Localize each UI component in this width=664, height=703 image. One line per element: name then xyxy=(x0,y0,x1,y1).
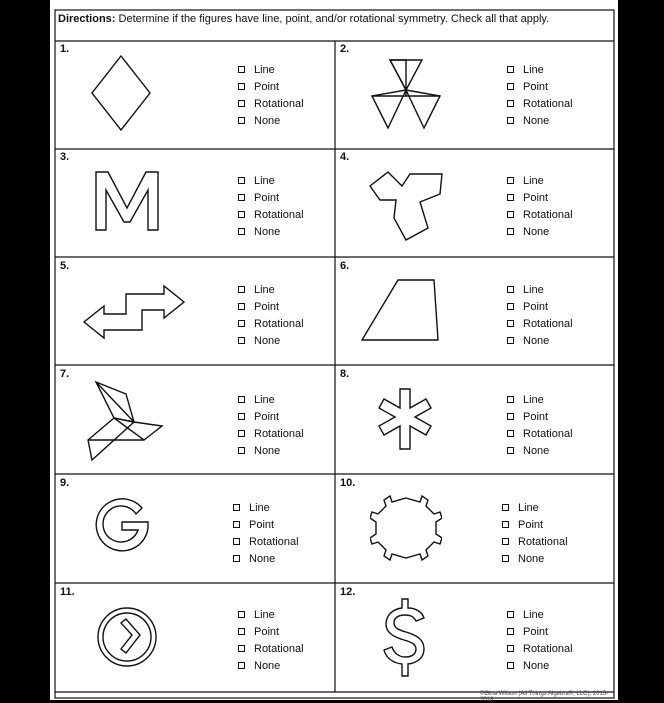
option-line[interactable]: Line xyxy=(507,281,573,298)
option-none[interactable]: None xyxy=(233,550,299,567)
checkbox[interactable] xyxy=(507,430,514,437)
option-rotational[interactable]: Rotational xyxy=(238,315,304,332)
checkbox[interactable] xyxy=(238,320,245,327)
checkbox[interactable] xyxy=(507,611,514,618)
option-line[interactable]: Line xyxy=(238,172,304,189)
options-group-12 xyxy=(507,606,573,674)
checkbox[interactable] xyxy=(238,100,245,107)
options-group-10 xyxy=(502,499,568,567)
checkbox[interactable] xyxy=(238,628,245,635)
checkbox[interactable] xyxy=(507,286,514,293)
checkbox[interactable] xyxy=(233,521,240,528)
checkbox[interactable] xyxy=(507,320,514,327)
checkbox[interactable] xyxy=(502,538,509,545)
option-line[interactable]: Line xyxy=(238,606,304,623)
checkbox[interactable] xyxy=(507,396,514,403)
checkbox[interactable] xyxy=(507,117,514,124)
option-point[interactable]: Point xyxy=(238,78,304,95)
option-line[interactable]: Line xyxy=(507,391,573,408)
rhombus-figure xyxy=(88,52,154,136)
option-point[interactable]: Point xyxy=(238,408,304,425)
checkbox[interactable] xyxy=(507,662,514,669)
option-rotational[interactable]: Rotational xyxy=(507,640,573,657)
option-rotational[interactable]: Rotational xyxy=(507,95,573,112)
directions-label: Directions: xyxy=(58,13,116,25)
option-point[interactable]: Point xyxy=(507,408,573,425)
option-point[interactable]: Point xyxy=(238,189,304,206)
problem-number: 1. xyxy=(60,43,70,55)
option-none[interactable]: None xyxy=(238,442,304,459)
option-none[interactable]: None xyxy=(238,332,304,349)
option-point[interactable]: Point xyxy=(238,298,304,315)
checkbox[interactable] xyxy=(238,447,245,454)
checkbox[interactable] xyxy=(502,555,509,562)
option-none[interactable]: None xyxy=(507,657,573,674)
options-group-6 xyxy=(507,281,573,349)
option-rotational[interactable]: Rotational xyxy=(238,206,304,223)
option-rotational[interactable]: Rotational xyxy=(238,425,304,442)
checkbox[interactable] xyxy=(238,645,245,652)
letter-g-figure xyxy=(90,494,154,558)
triangle-pinwheel-figure xyxy=(84,378,166,464)
directions xyxy=(58,12,598,26)
option-none[interactable]: None xyxy=(507,223,573,240)
checkbox[interactable] xyxy=(507,447,514,454)
checkbox[interactable] xyxy=(233,555,240,562)
pinwheel-figure xyxy=(366,166,448,246)
option-line[interactable]: Line xyxy=(507,61,573,78)
option-rotational[interactable]: Rotational xyxy=(507,315,573,332)
checkbox[interactable] xyxy=(507,66,514,73)
directions-text: Determine if the figures have line, point, and/or rotational symmetry. Check all that apply. xyxy=(118,13,550,25)
checkbox[interactable] xyxy=(507,303,514,310)
checkbox[interactable] xyxy=(238,396,245,403)
checkbox[interactable] xyxy=(507,645,514,652)
options-group-11 xyxy=(238,606,304,674)
problem-number: 10. xyxy=(340,477,356,489)
dollar-sign-figure xyxy=(382,596,428,680)
option-none[interactable]: None xyxy=(507,332,573,349)
option-none[interactable]: None xyxy=(238,223,304,240)
letter-m-figure xyxy=(94,170,160,234)
checkbox[interactable] xyxy=(507,337,514,344)
checkbox[interactable] xyxy=(238,83,245,90)
problem-number: 3. xyxy=(60,151,70,163)
checkbox[interactable] xyxy=(502,521,509,528)
option-point[interactable]: Point xyxy=(507,189,573,206)
option-line[interactable]: Line xyxy=(233,499,299,516)
option-point[interactable]: Point xyxy=(238,623,304,640)
checkbox[interactable] xyxy=(238,66,245,73)
option-point[interactable]: Point xyxy=(233,516,299,533)
checkbox[interactable] xyxy=(507,228,514,235)
arrow-circle-figure xyxy=(94,604,160,670)
option-rotational[interactable]: Rotational xyxy=(502,533,568,550)
problem-number: 4. xyxy=(340,151,350,163)
checkbox[interactable] xyxy=(507,100,514,107)
checkbox[interactable] xyxy=(233,504,240,511)
option-point[interactable]: Point xyxy=(507,623,573,640)
worksheet xyxy=(50,0,618,703)
checkbox[interactable] xyxy=(238,337,245,344)
options-group-5 xyxy=(238,281,304,349)
option-line[interactable]: Line xyxy=(502,499,568,516)
checkbox[interactable] xyxy=(507,211,514,218)
checkbox[interactable] xyxy=(507,177,514,184)
checkbox[interactable] xyxy=(238,286,245,293)
checkbox[interactable] xyxy=(238,662,245,669)
checkbox[interactable] xyxy=(238,303,245,310)
asterisk-figure xyxy=(368,386,442,452)
problem-number: 11. xyxy=(60,586,75,598)
problem-number: 5. xyxy=(60,260,70,272)
options-group-9 xyxy=(233,499,299,567)
option-none[interactable]: None xyxy=(238,112,304,129)
option-line[interactable]: Line xyxy=(238,281,304,298)
checkbox[interactable] xyxy=(238,177,245,184)
checkbox[interactable] xyxy=(233,538,240,545)
checkbox[interactable] xyxy=(238,211,245,218)
options-group-7 xyxy=(238,391,304,459)
option-line[interactable]: Line xyxy=(238,391,304,408)
option-line[interactable]: Line xyxy=(507,606,573,623)
checkbox[interactable] xyxy=(507,83,514,90)
checkbox[interactable] xyxy=(507,628,514,635)
problem-number: 8. xyxy=(340,368,350,380)
problem-number: 9. xyxy=(60,477,70,489)
checkbox[interactable] xyxy=(238,611,245,618)
option-none[interactable]: None xyxy=(238,657,304,674)
option-point[interactable]: Point xyxy=(507,298,573,315)
option-none[interactable]: None xyxy=(507,112,573,129)
checkbox[interactable] xyxy=(507,413,514,420)
option-none[interactable]: None xyxy=(502,550,568,567)
option-rotational[interactable]: Rotational xyxy=(233,533,299,550)
notched-circle-figure xyxy=(370,492,442,564)
options-group-8 xyxy=(507,391,573,459)
option-point[interactable]: Point xyxy=(502,516,568,533)
option-rotational[interactable]: Rotational xyxy=(238,95,304,112)
checkbox[interactable] xyxy=(238,413,245,420)
problem-number: 2. xyxy=(340,43,350,55)
option-none[interactable]: None xyxy=(507,442,573,459)
option-rotational[interactable]: Rotational xyxy=(238,640,304,657)
checkbox[interactable] xyxy=(507,194,514,201)
option-rotational[interactable]: Rotational xyxy=(507,425,573,442)
problem-number: 7. xyxy=(60,368,70,380)
option-line[interactable]: Line xyxy=(238,61,304,78)
problem-number: 6. xyxy=(340,260,350,272)
option-line[interactable]: Line xyxy=(507,172,573,189)
options-group-1 xyxy=(238,61,304,129)
options-group-2 xyxy=(507,61,573,129)
checkbox[interactable] xyxy=(502,504,509,511)
checkbox[interactable] xyxy=(238,228,245,235)
three-triangles-figure xyxy=(368,56,444,134)
checkbox[interactable] xyxy=(238,117,245,124)
option-point[interactable]: Point xyxy=(507,78,573,95)
problem-number: 12. xyxy=(340,586,356,598)
options-group-3 xyxy=(238,172,304,240)
copyright-footer: ©Gina Wilson (All Things Algebra®, LLC), 2015-2018 xyxy=(480,691,609,703)
trapezoid-figure xyxy=(358,276,444,344)
checkbox[interactable] xyxy=(238,194,245,201)
options-group-4 xyxy=(507,172,573,240)
checkbox[interactable] xyxy=(238,430,245,437)
double-arrow-figure xyxy=(80,284,188,344)
option-rotational[interactable]: Rotational xyxy=(507,206,573,223)
